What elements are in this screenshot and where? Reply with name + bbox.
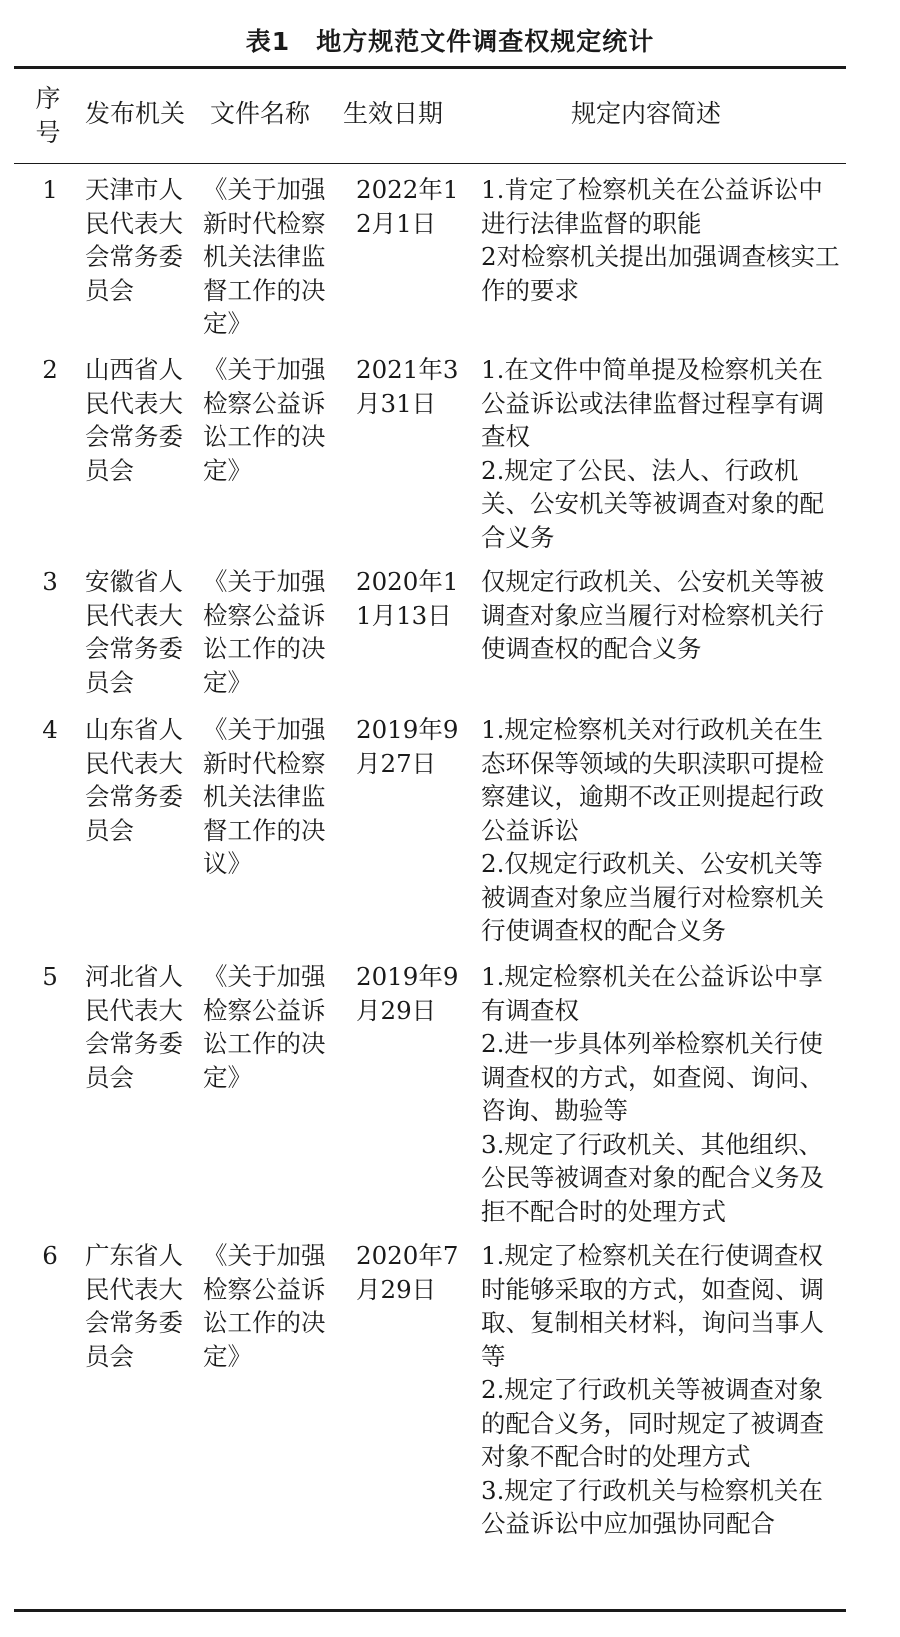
summary-item: 仅规定行政机关、公安机关等被调查对象应当履行对检察机关行使调查权的配合义务: [481, 567, 824, 663]
summary-item: 2对检察机关提出加强调查核实工作的要求: [481, 242, 840, 305]
row-doc: 《关于加强新时代检察机关法律监督工作的决定》: [203, 175, 326, 338]
row-org: 山西省人民代表大会常务委员会: [85, 355, 183, 485]
row-org: 广东省人民代表大会常务委员会: [85, 1241, 183, 1371]
table-header-rule: [14, 163, 846, 164]
row-date: 2019年9月29日: [356, 962, 459, 1025]
table-top-rule: [14, 66, 846, 69]
row-summary: [481, 960, 841, 1228]
row-no: 3: [42, 567, 58, 596]
row-date: 2020年7月29日: [356, 1241, 459, 1304]
row-date: 2022年12月1日: [356, 175, 459, 238]
row-doc: 《关于加强检察公益诉讼工作的决定》: [203, 1241, 326, 1371]
header-no: 序号: [35, 84, 61, 147]
header-date: 生效日期: [343, 99, 444, 128]
row-date: 2019年9月27日: [356, 715, 459, 778]
summary-item: 3.规定了行政机关与检察机关在公益诉讼中应加强协同配合: [481, 1475, 823, 1538]
row-summary: [481, 353, 841, 554]
row-no: 6: [42, 1241, 58, 1270]
summary-item: 3.规定了行政机关、其他组织、公民等被调查对象的配合义务及拒不配合时的处理方式: [481, 1129, 824, 1226]
header-doc: 文件名称: [210, 99, 311, 128]
summary-item: 1.规定检察机关在公益诉讼中享有调查权: [481, 962, 823, 1025]
row-doc: 《关于加强检察公益诉讼工作的决定》: [203, 355, 326, 485]
row-org: 安徽省人民代表大会常务委员会: [85, 567, 183, 697]
row-no: 1: [42, 175, 58, 204]
row-no: 4: [42, 715, 58, 744]
row-no: 5: [42, 962, 58, 991]
row-date: 2021年3月31日: [356, 355, 459, 418]
row-summary: [481, 565, 841, 666]
row-summary: [481, 173, 841, 307]
header-org: 发布机关: [85, 99, 186, 128]
summary-item: 2.进一步具体列举检察机关行使调查权的方式，如查阅、询问、咨询、勘验等: [481, 1029, 824, 1125]
row-doc: 《关于加强新时代检察机关法律监督工作的决议》: [203, 715, 326, 878]
row-org: 山东省人民代表大会常务委员会: [85, 715, 183, 845]
summary-item: 1.规定检察机关对行政机关在生态环保等领域的失职渎职可提检察建议，逾期不改正则提起行政公益诉讼: [481, 715, 824, 845]
summary-item: 1.规定了检察机关在行使调查权时能够采取的方式，如查阅、调取、复制相关材料，询问当事人等: [481, 1241, 824, 1371]
summary-item: 2.规定了公民、法人、行政机关、公安机关等被调查对象的配合义务: [481, 455, 824, 552]
header-summary: 规定内容简述: [570, 99, 721, 128]
row-doc: 《关于加强检察公益诉讼工作的决定》: [203, 567, 326, 697]
row-org: 天津市人民代表大会常务委员会: [85, 175, 183, 305]
summary-item: 1.在文件中简单提及检察机关在公益诉讼或法律监督过程享有调查权: [481, 355, 824, 451]
table-title: 表1 地方规范文件调查权规定统计: [245, 27, 655, 56]
row-summary: [481, 1239, 841, 1541]
summary-item: 1.肯定了检察机关在公益诉讼中进行法律监督的职能: [481, 175, 823, 238]
row-date: 2020年11月13日: [356, 567, 459, 630]
table-bottom-rule: [14, 1609, 846, 1612]
summary-item: 2.规定了行政机关等被调查对象的配合义务，同时规定了被调查对象不配合时的处理方式: [481, 1375, 824, 1471]
row-summary: [481, 713, 841, 948]
summary-item: 2.仅规定行政机关、公安机关等被调查对象应当履行对检察机关行使调查权的配合义务: [481, 849, 824, 945]
row-org: 河北省人民代表大会常务委员会: [85, 962, 183, 1092]
row-no: 2: [42, 355, 58, 384]
row-doc: 《关于加强检察公益诉讼工作的决定》: [203, 962, 326, 1092]
